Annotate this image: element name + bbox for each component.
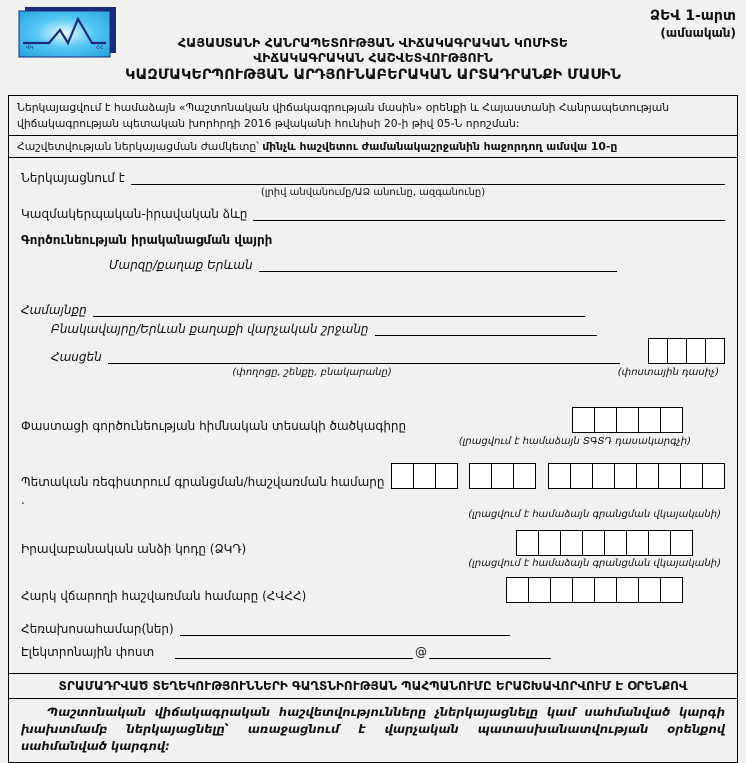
register-label: Պետական ռեգիստրում գրանցման/հաշվառման համարը <box>21 475 385 490</box>
input-cell[interactable] <box>548 463 571 489</box>
legal-form-row <box>21 206 725 221</box>
address-row <box>21 338 725 364</box>
tin-row <box>21 577 725 603</box>
input-cell[interactable] <box>616 577 639 603</box>
email-label: Էլեկտրոնային փոստ <box>21 645 155 660</box>
phone-label: Հեռախոսահամար(ներ) <box>21 622 174 637</box>
deadline-box <box>8 135 738 158</box>
phone-input[interactable] <box>180 621 510 636</box>
zkd-hint: (լրացվում է համաձայն գրանցման վկայականի) <box>468 558 721 570</box>
settlement-input[interactable] <box>375 321 597 336</box>
input-cell[interactable] <box>616 407 639 433</box>
form-page <box>8 0 738 763</box>
input-cell[interactable] <box>648 338 668 364</box>
input-cell[interactable] <box>560 530 583 556</box>
register-dot: . <box>21 493 25 508</box>
input-cell[interactable] <box>538 530 561 556</box>
input-cell[interactable] <box>660 407 683 433</box>
input-cell[interactable] <box>572 577 595 603</box>
confidentiality-banner: ՏՐԱՄԱԴՐՎԱԾ ՏԵՂԵԿՈՒԹՅՈՒՆՆԵՐԻ ԳԱՂՏՆԻՈՒԹՅԱՆ ՊԱՀՊԱՆՈՒՄԸ ԵՐԱՇԽԱՎՈՐՎՈՒՄ Է ՕՐԵՆՔՈՎ <box>8 673 738 699</box>
community-row <box>21 302 725 317</box>
input-cell[interactable] <box>572 407 595 433</box>
input-cell[interactable] <box>391 463 414 489</box>
legal-basis-text: Ներկայացվում է համաձայն «Պաշտոնական վիճակագրության մասին» օրենքի և Հայաստանի Հանրապետության վիճակագրության պետական խորհրդի 2016 թվականի հունիսի 20-ի թիվ 05-Ն որոշման: <box>17 101 670 130</box>
tin-label: Հարկ վճարողի հաշվառման համարը (ՀՎՀՀ) <box>21 589 307 604</box>
register-hint: (լրացվում է համաձայն գրանցման վկայականի) <box>468 509 721 521</box>
zkd-cells <box>516 530 693 556</box>
activity-code-row <box>21 407 725 433</box>
input-cell[interactable] <box>604 530 627 556</box>
marz-input[interactable] <box>259 257 617 272</box>
presenter-label: Ներկայացնում է <box>21 171 125 186</box>
activity-place-label: Գործունեության իրականացման վայրի <box>21 233 273 248</box>
activity-code-label: Փաստացի գործունեության հիմնական տեսակի ծածկագիրը <box>21 419 407 434</box>
activity-code-hint: (լրացվում է համաձայն ՏԳՏԴ դասակարգչի) <box>458 436 691 448</box>
settlement-label: Բնակավայրը/Երևան քաղաքի վարչական շրջանը <box>51 322 369 337</box>
input-cell[interactable] <box>469 463 492 489</box>
liability-warning-text: Պաշտոնական վիճակագրական հաշվետվությունները չներկայացնելը կամ սահմանված կարգի խախտմամբ ներկայացնելը՝ առաջացնում է վարչական պատասխանատվության օրենքով սահմանված կարգով: <box>21 705 725 753</box>
marz-row <box>21 257 725 272</box>
activity-code-cells <box>572 407 683 433</box>
input-cell[interactable] <box>670 530 693 556</box>
zkd-row <box>21 530 725 556</box>
org-name: ՀԱՅԱՍՏԱՆԻ ՀԱՆՐԱՊԵՏՈՒԹՅԱՆ ՎԻՃԱԿԱԳՐԱԿԱՆ ԿՈՄԻՏԵ <box>178 35 568 50</box>
legal-basis-box <box>8 95 738 136</box>
presenter-hint: (լրիվ անվանումը/ԱՁ անունը, ազգանունը) <box>260 187 486 199</box>
liability-warning <box>8 698 738 762</box>
svg-text:ՎԿ: ՎԿ <box>26 45 34 51</box>
input-cell[interactable] <box>570 463 593 489</box>
input-cell[interactable] <box>592 463 615 489</box>
form-titles <box>8 35 738 84</box>
community-input[interactable] <box>93 302 585 317</box>
input-cell[interactable] <box>686 338 706 364</box>
page-title: ԿԱԶՄԱԿԵՐՊՈՒԹՅԱՆ ԱՐԴՅՈՒՆԱԲԵՐԱԿԱՆ ԱՐՏԱԴՐԱՆՔԻ ՄԱՍԻՆ <box>125 67 621 83</box>
email-row <box>21 644 725 659</box>
input-cell[interactable] <box>582 530 605 556</box>
input-cell[interactable] <box>660 577 683 603</box>
input-cell[interactable] <box>648 530 671 556</box>
form-header <box>8 2 738 96</box>
input-cell[interactable] <box>638 407 661 433</box>
form-code: ՁԵՎ 1-արտ <box>649 8 736 24</box>
postal-hint: (փոստային դասիչ) <box>617 367 719 379</box>
input-cell[interactable] <box>594 407 617 433</box>
input-cell[interactable] <box>550 577 573 603</box>
register-cells-group2 <box>469 463 536 489</box>
input-cell[interactable] <box>636 463 659 489</box>
address-hint: (փողոցը, շենքը, բնակարանը) <box>232 367 392 379</box>
marz-label: Մարզը/քաղաք Երևան <box>109 258 253 273</box>
address-input[interactable] <box>108 349 620 364</box>
input-cell[interactable] <box>435 463 458 489</box>
email-at-sign: @ <box>415 645 427 660</box>
input-cell[interactable] <box>626 530 649 556</box>
doc-type: ՎԻՃԱԿԱԳՐԱԿԱՆ ՀԱՇՎԵՏՎՈՒԹՅՈՒՆ <box>253 50 493 65</box>
input-cell[interactable] <box>513 463 536 489</box>
tin-cells <box>506 577 683 603</box>
input-cell[interactable] <box>680 463 703 489</box>
input-cell[interactable] <box>702 463 725 489</box>
address-label: Հասցեն <box>51 350 102 365</box>
input-cell[interactable] <box>594 577 617 603</box>
zkd-label: Իրավաբանական անձի կոդը (ՁԿԴ) <box>21 542 247 557</box>
input-cell[interactable] <box>614 463 637 489</box>
email-local-input[interactable] <box>175 644 413 659</box>
register-row <box>21 463 725 489</box>
deadline-label: Հաշվետվության ներկայացման ժամկետը՝ <box>17 140 259 154</box>
input-cell[interactable] <box>667 338 687 364</box>
email-domain-input[interactable] <box>429 644 551 659</box>
settlement-row <box>21 321 725 336</box>
community-label: Համայնքը <box>21 303 87 318</box>
svg-text:ՀՀ: ՀՀ <box>96 45 104 51</box>
legal-form-label: Կազմակերպական-իրավական ձևը <box>21 207 248 222</box>
input-cell[interactable] <box>491 463 514 489</box>
main-form-box <box>8 157 738 674</box>
input-cell[interactable] <box>506 577 529 603</box>
form-period: (ամսական) <box>660 25 736 40</box>
input-cell[interactable] <box>658 463 681 489</box>
input-cell[interactable] <box>638 577 661 603</box>
register-cells-group3 <box>548 463 725 489</box>
postal-code-cells <box>648 338 725 364</box>
register-cells-group1 <box>391 463 458 489</box>
input-cell[interactable] <box>516 530 539 556</box>
phone-row <box>21 621 725 636</box>
input-cell[interactable] <box>528 577 551 603</box>
presenter-row <box>21 170 725 185</box>
input-cell[interactable] <box>413 463 436 489</box>
presenter-input[interactable] <box>131 170 725 185</box>
input-cell[interactable] <box>705 338 725 364</box>
legal-form-input[interactable] <box>253 206 725 221</box>
address-hints-row <box>21 367 725 385</box>
deadline-value: մինչև հաշվետու ժամանակաշրջանին հաջորդող ամսվա 10-ը <box>262 140 618 154</box>
